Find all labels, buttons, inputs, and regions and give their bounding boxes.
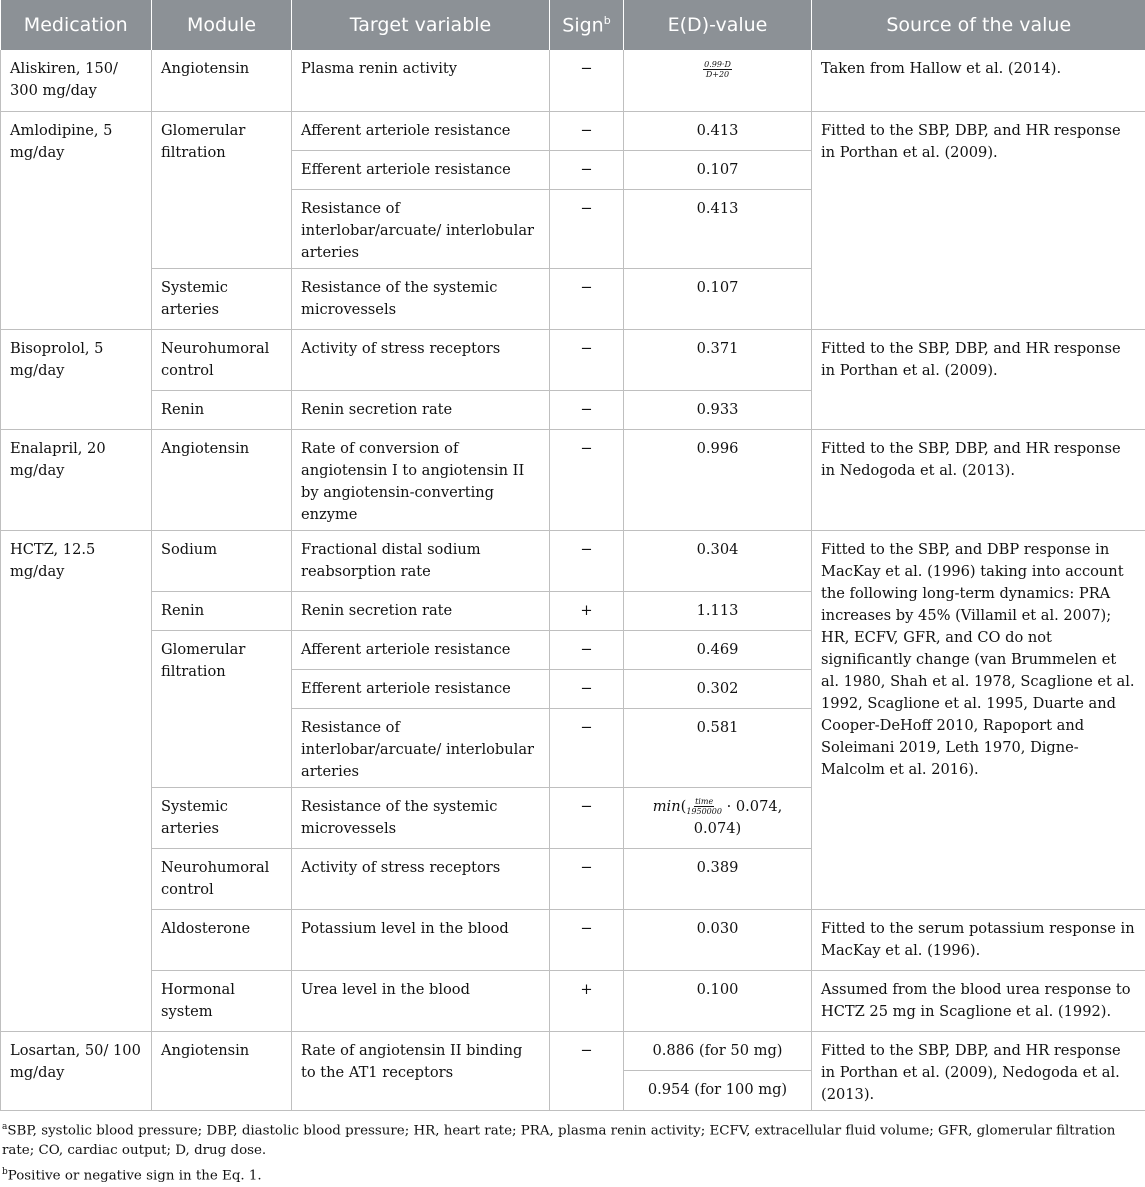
fraction-denominator: 1950000 <box>686 807 722 816</box>
module-cell: Glomerular filtration <box>152 111 292 268</box>
value-cell: min( $\frac{\text{time}}{1950000}$ · 0.074, 0.074) <box>624 787 812 848</box>
table-row <box>1 111 1145 150</box>
value-cell: 0.389 <box>624 848 812 909</box>
header-target-variable: Target variable <box>292 0 550 50</box>
footnote-b-mark: b <box>2 1167 8 1177</box>
sign-cell: + <box>550 591 624 630</box>
table-row <box>1 970 1145 1031</box>
sign-cell: − <box>550 429 624 530</box>
module-cell: Aldosterone <box>152 909 292 970</box>
target-cell: Efferent arteriole resistance <box>292 150 550 189</box>
target-cell: Fractional distal sodium reabsorption rate <box>292 530 550 591</box>
sign-cell: − <box>550 630 624 669</box>
target-cell: Resistance of the systemic microvessels <box>292 787 550 848</box>
value-cell: 1.113 <box>624 591 812 630</box>
target-cell: Renin secretion rate <box>292 390 550 429</box>
target-cell: Resistance of the systemic microvessels <box>292 268 550 329</box>
module-cell: Hormonal system <box>152 970 292 1031</box>
footnote-b-text: Positive or negative sign in the Eq. 1. <box>8 1168 262 1183</box>
formula-fraction <box>686 797 722 816</box>
formula-min: min <box>653 798 681 815</box>
sign-cell: − <box>550 530 624 591</box>
header-medication: Medication <box>1 0 152 50</box>
sign-cell: − <box>550 150 624 189</box>
target-cell: Resistance of interlobar/arcuate/ interlobular arteries <box>292 708 550 787</box>
module-cell: Angiotensin <box>152 1031 292 1110</box>
table-row <box>1 909 1145 970</box>
module-cell: Neurohumoral control <box>152 329 292 390</box>
sign-cell: − <box>550 111 624 150</box>
footnote-a <box>2 1117 1143 1161</box>
target-cell: Rate of conversion of angiotensin I to angiotensin II by angiotensin-converting enzyme <box>292 429 550 530</box>
target-cell: Potassium level in the blood <box>292 909 550 970</box>
medication-cell: Amlodipine, 5 mg/day <box>1 111 152 329</box>
value-fraction <box>703 60 732 79</box>
sign-cell: − <box>550 268 624 329</box>
value-cell: 0.413 <box>624 189 812 268</box>
value-cell: 0.413 <box>624 111 812 150</box>
value-cell: 0.469 <box>624 630 812 669</box>
header-row <box>1 0 1145 50</box>
module-cell: Angiotensin <box>152 50 292 111</box>
medication-cell: HCTZ, 12.5 mg/day <box>1 530 152 1031</box>
target-cell: Rate of angiotensin II binding to the AT1 receptors <box>292 1031 550 1110</box>
value-cell: 0.996 <box>624 429 812 530</box>
value-cell: 0.100 <box>624 970 812 1031</box>
value-cell: 0.371 <box>624 329 812 390</box>
footnote-a-text: SBP, systolic blood pressure; DBP, diastolic blood pressure; HR, heart rate; PRA, plasma renin activity; ECFV, extracellular fluid volume; GFR, glomerular filtration rate; CO, cardiac output; D, drug dose. <box>2 1123 1115 1158</box>
formula-rest: · 0.074, 0.074) <box>694 798 783 837</box>
table-row <box>1 1031 1145 1071</box>
sign-cell: − <box>550 189 624 268</box>
module-cell: Systemic arteries <box>152 787 292 848</box>
module-cell: Renin <box>152 591 292 630</box>
target-cell: Resistance of interlobar/arcuate/ interlobular arteries <box>292 189 550 268</box>
table-row <box>1 530 1145 591</box>
module-cell: Angiotensin <box>152 429 292 530</box>
value-cell: 0.933 <box>624 390 812 429</box>
value-cell: 0.030 <box>624 909 812 970</box>
footnote-a-mark: a <box>2 1122 7 1132</box>
table-row <box>1 50 1145 111</box>
source-cell: Taken from Hallow et al. (2014). <box>812 50 1145 111</box>
module-cell: Renin <box>152 390 292 429</box>
target-cell: Urea level in the blood <box>292 970 550 1031</box>
sign-cell: − <box>550 848 624 909</box>
table-row <box>1 429 1145 530</box>
source-cell: Fitted to the serum potassium response in MacKay et al. (1996). <box>812 909 1145 970</box>
source-cell: Fitted to the SBP, DBP, and HR response in Porthan et al. (2009). <box>812 329 1145 429</box>
table-footnotes <box>0 1111 1145 1187</box>
header-source: Source of the value <box>812 0 1145 50</box>
value-cell: 0.302 <box>624 669 812 708</box>
value-cell <box>624 50 812 111</box>
target-cell: Activity of stress receptors <box>292 848 550 909</box>
module-cell: Glomerular filtration <box>152 630 292 787</box>
sign-cell: + <box>550 970 624 1031</box>
header-sign-footnote-mark: b <box>604 14 611 27</box>
source-cell: Assumed from the blood urea response to HCTZ 25 mg in Scaglione et al. (1992). <box>812 970 1145 1031</box>
fraction-denominator: D+20 <box>706 70 729 79</box>
header-value: E(D)-value <box>624 0 812 50</box>
value-cell: 0.107 <box>624 268 812 329</box>
header-sign-label: Sign <box>562 14 603 36</box>
module-cell: Systemic arteries <box>152 268 292 329</box>
header-module: Module <box>152 0 292 50</box>
sign-cell: − <box>550 787 624 848</box>
value-cell: 0.886 (for 50 mg) <box>624 1031 812 1071</box>
source-cell: Fitted to the SBP, DBP, and HR response in Porthan et al. (2009), Nedogoda et al. (2013). <box>812 1031 1145 1110</box>
sign-cell: − <box>550 329 624 390</box>
medication-cell: Aliskiren, 150/ 300 mg/day <box>1 50 152 111</box>
sign-cell: − <box>550 1031 624 1110</box>
value-cell: 0.107 <box>624 150 812 189</box>
sign-cell: − <box>550 669 624 708</box>
target-cell: Activity of stress receptors <box>292 329 550 390</box>
sign-cell: − <box>550 50 624 111</box>
footnote-b <box>2 1162 1143 1186</box>
target-cell: Efferent arteriole resistance <box>292 669 550 708</box>
medication-cell: Losartan, 50/ 100 mg/day <box>1 1031 152 1110</box>
sign-cell: − <box>550 390 624 429</box>
value-cell: 0.304 <box>624 530 812 591</box>
sign-cell: − <box>550 909 624 970</box>
value-cell: 0.581 <box>624 708 812 787</box>
source-cell: Fitted to the SBP, and DBP response in MacKay et al. (1996) taking into account the following long-term dynamics: PRA increases by 45% (Villamil et al. 2007); HR, ECFV, GFR, and CO do not significantly change (van Brummelen et al. 1980, Shah et al. 1978, Scaglione et al. 1992, Scaglione et al. 1995, Duarte and Cooper-DeHoff 2010, Rapoport and Soleimani 2019, Leth 1970, Digne-Malcolm et al. 2016). <box>812 530 1145 909</box>
target-cell: Plasma renin activity <box>292 50 550 111</box>
target-cell: Renin secretion rate <box>292 591 550 630</box>
value-cell: 0.954 (for 100 mg) <box>624 1071 812 1111</box>
module-cell: Neurohumoral control <box>152 848 292 909</box>
target-cell: Afferent arteriole resistance <box>292 630 550 669</box>
fraction-numerator: 0.99·D <box>703 60 732 70</box>
module-cell: Sodium <box>152 530 292 591</box>
source-cell: Fitted to the SBP, DBP, and HR response in Porthan et al. (2009). <box>812 111 1145 329</box>
target-cell: Afferent arteriole resistance <box>292 111 550 150</box>
header-sign <box>550 0 624 50</box>
source-cell: Fitted to the SBP, DBP, and HR response in Nedogoda et al. (2013). <box>812 429 1145 530</box>
sign-cell: − <box>550 708 624 787</box>
fraction-numerator: time <box>694 797 714 807</box>
table-row <box>1 329 1145 390</box>
medication-cell: Enalapril, 20 mg/day <box>1 429 152 530</box>
medication-cell: Bisoprolol, 5 mg/day <box>1 329 152 429</box>
